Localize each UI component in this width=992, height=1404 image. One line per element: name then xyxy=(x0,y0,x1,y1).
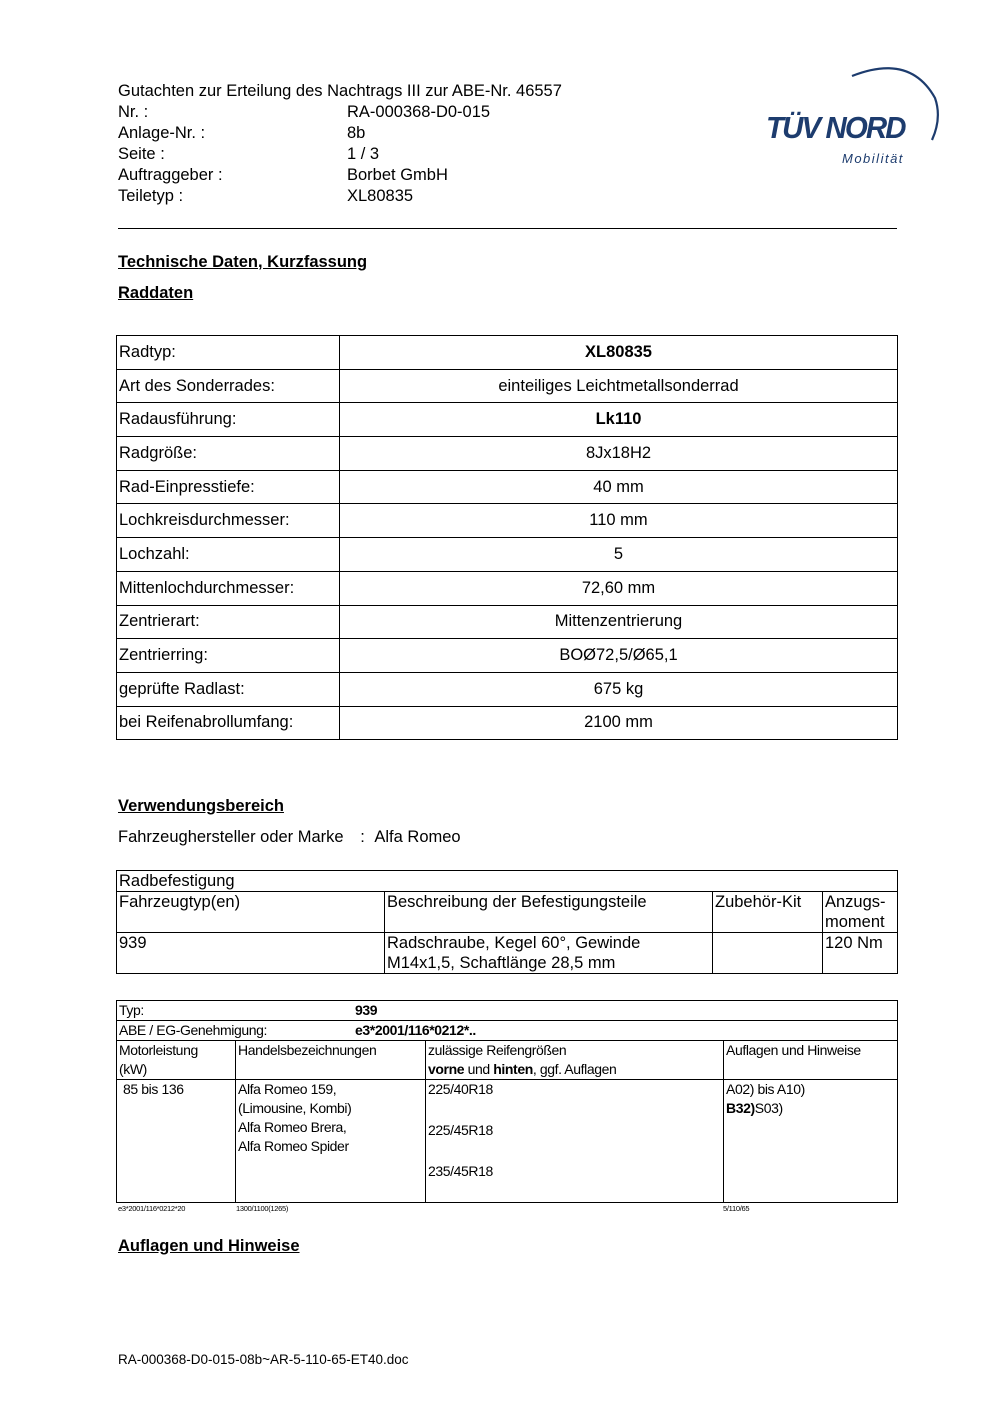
abe-label: ABE / EG-Genehmigung: xyxy=(119,1022,268,1038)
hersteller-label: Fahrzeughersteller oder Marke xyxy=(118,828,344,846)
raddaten-label: Zentrierring: xyxy=(117,639,340,673)
header-reifengroessen: zulässige Reifengrößen vorne und hinten, ggf. Auflagen xyxy=(426,1041,724,1080)
cell-motorleistung: 85 bis 136 xyxy=(117,1080,236,1203)
raddaten-label: Zentrierart: xyxy=(117,605,340,639)
raddaten-value: 72,60 mm xyxy=(340,571,898,605)
header-beschreibung: Beschreibung der Befestigungsteile xyxy=(385,892,713,933)
tuev-nord-logo xyxy=(760,58,945,170)
hersteller-sep: : xyxy=(360,828,365,846)
header-anzugsmoment: Anzugs- moment xyxy=(823,892,898,933)
raddaten-row xyxy=(117,571,898,605)
raddaten-label: Radausführung: xyxy=(117,403,340,437)
hersteller-line xyxy=(118,828,461,847)
field-value: XL80835 xyxy=(347,187,414,205)
abe-row xyxy=(117,1021,898,1041)
typ-value: 939 xyxy=(355,1002,378,1018)
raddaten-label: bei Reifenabrollumfang: xyxy=(117,706,340,740)
raddaten-value: 110 mm xyxy=(340,504,898,538)
raddaten-table xyxy=(116,335,898,740)
raddaten-label: Rad-Einpresstiefe: xyxy=(117,470,340,504)
cell-handelsbezeichnungen: Alfa Romeo 159, (Limousine, Kombi) Alfa Romeo Brera, Alfa Romeo Spider xyxy=(236,1080,426,1203)
footer-filename: RA-000368-D0-015-08b~AR-5-110-65-ET40.doc xyxy=(118,1352,409,1367)
radbefestigung-title: Radbefestigung xyxy=(117,871,898,892)
raddaten-label: Lochzahl: xyxy=(117,538,340,572)
cell-anzugsmoment: 120 Nm xyxy=(823,933,898,974)
logo-sub: Mobilität xyxy=(842,151,904,166)
raddaten-value: Mittenzentrierung xyxy=(340,605,898,639)
footnote-abe: e3*2001/116*0212*20 xyxy=(118,1204,186,1213)
cell-zubehoer xyxy=(713,933,823,974)
field-label: Teiletyp : xyxy=(118,187,184,205)
raddaten-row xyxy=(117,369,898,403)
cell-reifengroessen: 225/40R18 225/45R18 235/45R18 xyxy=(426,1080,724,1203)
raddaten-row xyxy=(117,336,898,370)
logo-brand: TÜV NORD xyxy=(766,110,905,145)
raddaten-label: Lochkreisdurchmesser: xyxy=(117,504,340,538)
auflagen-title: Auflagen und Hinweise xyxy=(118,1237,300,1255)
raddaten-value: BOØ72,5/Ø65,1 xyxy=(340,639,898,673)
header-fahrzeugtyp: Fahrzeugtyp(en) xyxy=(117,892,385,933)
hersteller-value: Alfa Romeo xyxy=(374,828,461,846)
field-label: Anlage-Nr. : xyxy=(118,124,206,142)
raddaten-row xyxy=(117,672,898,706)
header-divider xyxy=(118,228,897,229)
raddaten-value: 675 kg xyxy=(340,672,898,706)
typ-row xyxy=(117,1001,898,1021)
field-value: RA-000368-D0-015 xyxy=(347,103,491,121)
header-zubehoer: Zubehör-Kit xyxy=(713,892,823,933)
field-label: Seite : xyxy=(118,145,165,163)
cell-auflagen: A02) bis A10) B32)S03) xyxy=(724,1080,898,1203)
raddaten-value: 2100 mm xyxy=(340,706,898,740)
cell-fahrzeugtyp: 939 xyxy=(117,933,385,974)
field-value: 8b xyxy=(347,124,366,142)
raddaten-row xyxy=(117,403,898,437)
raddaten-row xyxy=(117,470,898,504)
section-subtitle: Raddaten xyxy=(118,284,194,302)
field-value: Borbet GmbH xyxy=(347,166,448,184)
section-title: Technische Daten, Kurzfassung xyxy=(118,253,368,271)
header-motorleistung: Motorleistung (kW) xyxy=(117,1041,236,1080)
field-label: Auftraggeber : xyxy=(118,166,223,184)
field-value: 1 / 3 xyxy=(347,145,380,163)
raddaten-row xyxy=(117,437,898,471)
cell-beschreibung: Radschraube, Kegel 60°, Gewinde M14x1,5, Schaftlänge 28,5 mm xyxy=(385,933,713,974)
abe-value: e3*2001/116*0212*.. xyxy=(355,1022,476,1038)
raddaten-value: 5 xyxy=(340,538,898,572)
raddaten-value: einteiliges Leichtmetallsonderrad xyxy=(340,369,898,403)
raddaten-value: 8Jx18H2 xyxy=(340,437,898,471)
raddaten-row xyxy=(117,605,898,639)
footnote-lk: 5/110/65 xyxy=(723,1204,750,1213)
field-label: Nr. : xyxy=(118,103,149,121)
header-handelsbezeichnungen: Handelsbezeichnungen xyxy=(236,1041,426,1080)
raddaten-value: Lk110 xyxy=(340,403,898,437)
verwendung-title: Verwendungsbereich xyxy=(118,797,284,815)
raddaten-row xyxy=(117,538,898,572)
typ-label: Typ: xyxy=(119,1002,144,1018)
header-auflagen: Auflagen und Hinweise xyxy=(724,1041,898,1080)
raddaten-value: 40 mm xyxy=(340,470,898,504)
raddaten-label: geprüfte Radlast: xyxy=(117,672,340,706)
raddaten-row xyxy=(117,639,898,673)
raddaten-row xyxy=(117,504,898,538)
raddaten-label: Radgröße: xyxy=(117,437,340,471)
raddaten-row xyxy=(117,706,898,740)
raddaten-label: Art des Sonderrades: xyxy=(117,369,340,403)
raddaten-value: XL80835 xyxy=(340,336,898,370)
fahrzeug-table xyxy=(116,1000,898,1203)
radbefestigung-table xyxy=(116,870,898,974)
raddaten-label: Radtyp: xyxy=(117,336,340,370)
footnote-last: 1300/1100(1265) xyxy=(236,1204,289,1213)
raddaten-label: Mittenlochdurchmesser: xyxy=(117,571,340,605)
